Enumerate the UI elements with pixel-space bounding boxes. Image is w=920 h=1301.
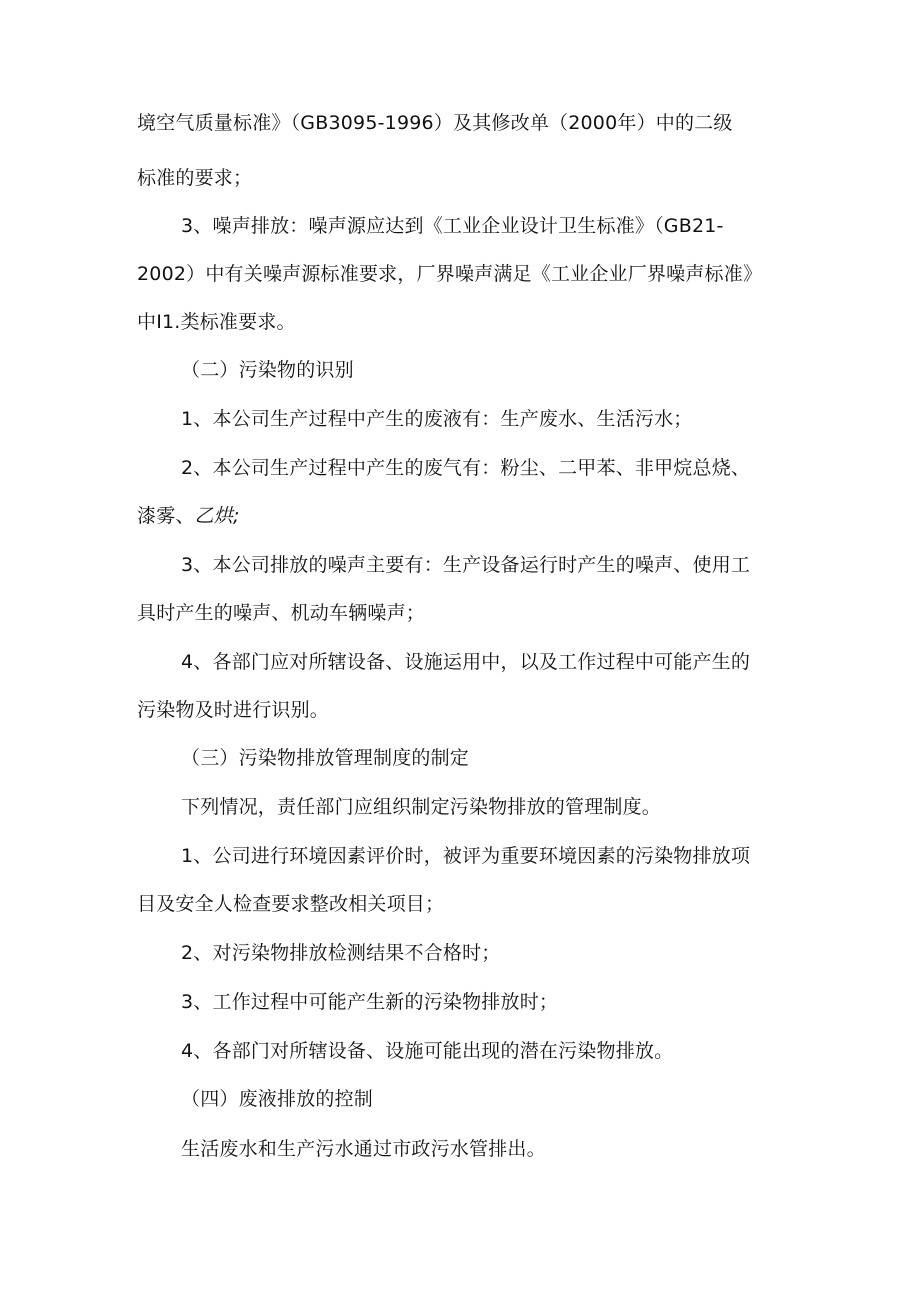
text-line: 生活废水和生产污水通过市政污水管排出。	[181, 1138, 546, 1160]
text-line: 2、本公司生产过程中产生的废气有：粉尘、二甲苯、非甲烷总烧、	[181, 457, 751, 479]
italic-text-segment: 乙烘;	[194, 505, 240, 527]
text-line: 境空气质量标准》（GB3095-1996）及其修改单（2000年）中的二级	[137, 112, 733, 134]
text-line: 污染物及时进行识别。	[137, 699, 330, 721]
section-heading: （四）废液排放的控制	[181, 1088, 374, 1110]
text-line	[137, 504, 240, 528]
text-segment: 漆雾、	[137, 505, 195, 527]
text-line: 1、公司进行环境因素评价时，被评为重要环境因素的污染物排放项	[181, 845, 751, 867]
text-line: 中I1.类标准要求。	[137, 311, 296, 333]
text-line: 4、各部门应对所辖设备、设施运用中，以及工作过程中可能产生的	[181, 651, 751, 673]
text-line: 具时产生的噪声、机动车辆噪声；	[137, 602, 426, 624]
section-heading: （三）污染物排放管理制度的制定	[181, 747, 470, 769]
text-line: 3、本公司排放的噪声主要有：生产设备运行时产生的噪声、使用工	[181, 554, 751, 576]
text-line: 3、工作过程中可能产生新的污染物排放时；	[181, 991, 559, 1013]
text-line: 2002）中有关噪声源标准要求，厂界噪声满足《工业企业厂界噪声标准》	[137, 263, 763, 285]
text-line: 1、本公司生产过程中产生的废液有：生产废水、生活污水；	[181, 408, 693, 430]
text-line: 标准的要求；	[137, 167, 253, 189]
text-line: 目及安全人检查要求整改相关项目；	[137, 893, 445, 915]
section-heading: （二）污染物的识别	[181, 359, 354, 381]
text-line: 4、各部门对所辖设备、设施可能出现的潜在污染物排放。	[181, 1040, 674, 1062]
text-line: 3、噪声排放：噪声源应达到《工业企业设计卫生标准》（GB21-	[181, 215, 724, 237]
text-line: 下列情况，责任部门应组织制定污染物排放的管理制度。	[181, 796, 662, 818]
text-line: 2、对污染物排放检测结果不合格时；	[181, 942, 501, 964]
